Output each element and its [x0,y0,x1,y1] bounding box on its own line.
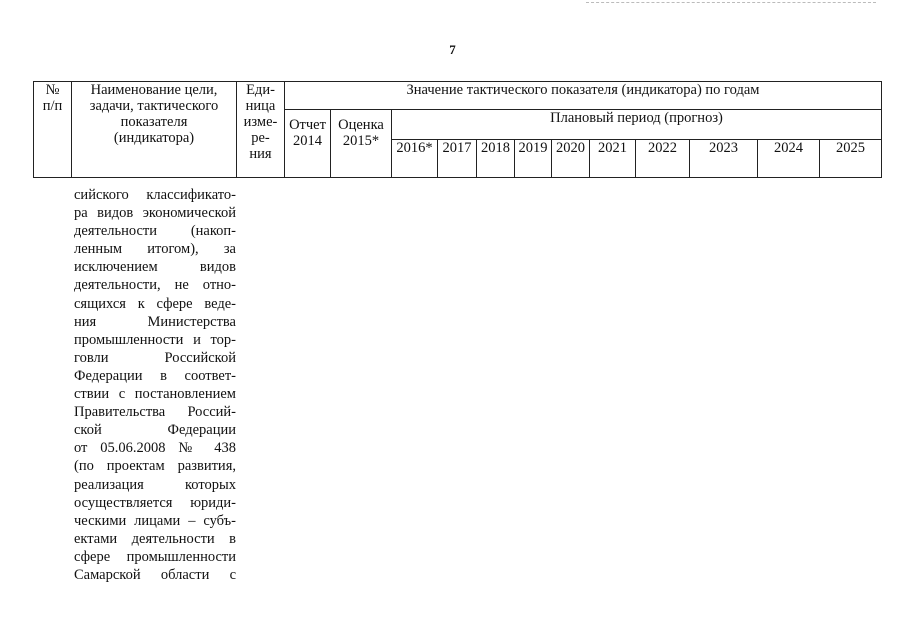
continuation-line: деятельности, не отно- [74,277,236,294]
header-year-2019: 2019 [515,140,552,178]
header-report-2014: Отчет 2014 [285,110,331,178]
continuation-line: ствии с постановлением [74,386,236,403]
continuation-line: промышленности и тор- [74,331,236,348]
continuation-line: от 05.06.2008 № 438 [74,440,236,457]
indicators-table [33,81,882,178]
header-plan-period: Плановый период (прогноз) [392,110,882,140]
continuation-line: ра видов экономической [74,205,236,222]
continuation-line: Федерации в соответ- [74,367,236,384]
continuation-line: (по проектам развития, [74,458,236,475]
continuation-line: сящихся к сфере веде- [74,295,236,312]
continuation-line: ской Федерации [74,422,236,439]
continuation-line: деятельности (накоп- [74,223,236,240]
header-estimate-2015: Оценка 2015* [331,110,392,178]
page-number: 7 [449,42,456,57]
continuation-line: исключением видов [74,259,236,276]
continuation-line: сфере промышленности [74,548,236,565]
header-year-2021: 2021 [590,140,636,178]
header-year-2020: 2020 [552,140,590,178]
continuation-line: Самарской области с [74,566,236,583]
scan-artifact-rule [586,2,876,4]
header-unit: Еди- ница изме- ре- ния [237,82,285,178]
header-year-2025: 2025 [820,140,882,178]
continuation-line: говли Российской [74,349,236,366]
header-year-2024: 2024 [758,140,820,178]
header-number: № п/п [34,82,72,178]
continuation-line: Правительства Россий- [74,404,236,421]
header-year-2023: 2023 [690,140,758,178]
continuation-line: осуществляется юриди- [74,494,236,511]
header-name: Наименование цели, задачи, тактического показателя (индикатора) [72,82,237,178]
header-values-title: Значение тактического показателя (индикатора) по годам [285,82,882,110]
header-year-2018: 2018 [477,140,515,178]
header-year-2016: 2016* [392,140,438,178]
continuation-line: ленным итогом), за [74,241,236,258]
continuation-line: ческими лицами – субъ- [74,512,236,529]
continuation-line: реализация которых [74,476,236,493]
header-year-2017: 2017 [438,140,477,178]
header-year-2022: 2022 [636,140,690,178]
continuation-line: сийского классификато- [74,187,236,203]
continuation-line: ния Министерства [74,313,236,330]
continuation-line: ектами деятельности в [74,530,236,547]
indicator-name-continuation [74,186,236,584]
